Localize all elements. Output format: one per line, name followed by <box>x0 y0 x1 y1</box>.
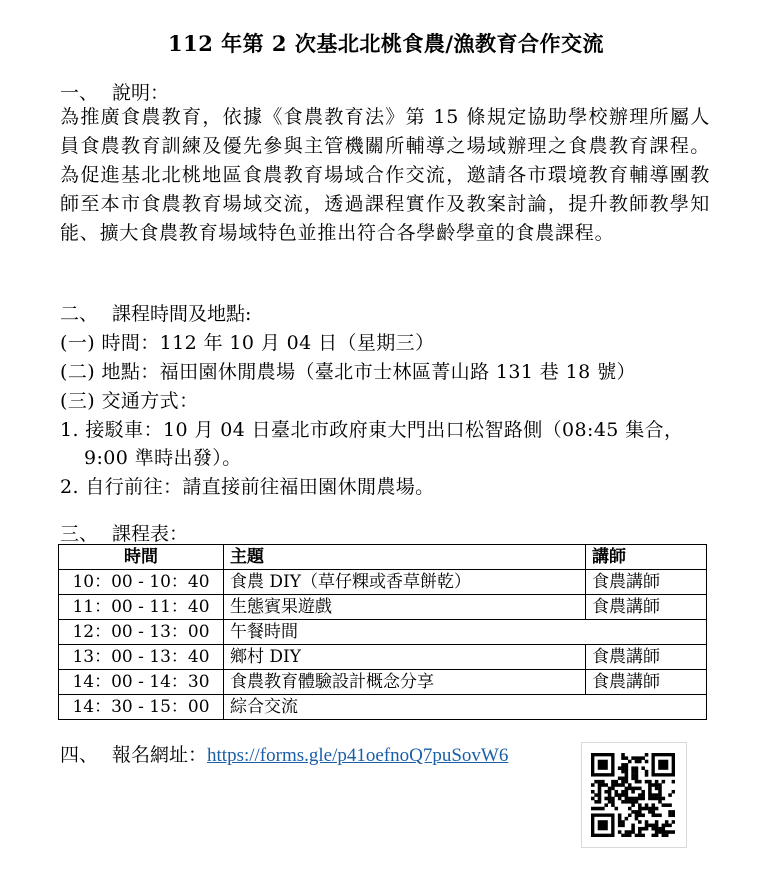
row-topic: 食農 DIY（草仔粿或香草餅乾） <box>224 570 586 595</box>
table-row <box>59 645 707 670</box>
qr-code-icon <box>591 753 675 837</box>
section-1-body: 為推廣食農教育，依據《食農教育法》第 15 條規定協助學校辦理所屬人員食農教育訓練及優先參與主管機關所輔導之場域辦理之食農教育課程。為促進基北北桃地區食農教育場域合作交流，邀請各市環境教育輔導團教師至本市食農教育場域交流，透過課程實作及教案討論，提升教師教學知能、擴大食農教育場域特色並推出符合各學齡學童的食農課程。 <box>60 106 710 244</box>
section-1-number: 一、 <box>60 82 99 104</box>
row-time: 11：00 - 11：40 <box>59 595 224 620</box>
transport-heading: (三) 交通方式： <box>60 390 199 412</box>
page-title: 112 年第 2 次基北北桃食農/漁教育合作交流 <box>167 31 605 56</box>
row-time: 12：00 - 13：00 <box>59 620 224 645</box>
table-row <box>59 670 707 695</box>
shuttle-info-cont: 9:00 準時出發）。 <box>84 447 242 469</box>
row-time: 14：00 - 14：30 <box>59 670 224 695</box>
section-4-number: 四、 <box>60 744 99 766</box>
registration-link[interactable]: https://forms.gle/p41oefnoQ7puSovW6 <box>207 745 509 766</box>
self-travel-info: 2. 自行前往：請直接前往福田園休閒農場。 <box>60 476 435 498</box>
section-3-title: 課程表： <box>112 523 189 545</box>
row-lecturer: 食農講師 <box>586 645 707 670</box>
shuttle-info: 1. 接駁車：10 月 04 日臺北市政府東大門出口松智路側（08:45 集合， <box>60 419 684 441</box>
section-3-heading <box>60 519 188 546</box>
row-lecturer: 食農講師 <box>586 670 707 695</box>
section-2-title: 課程時間及地點: <box>112 303 252 325</box>
section-2-heading <box>60 299 251 326</box>
registration-line <box>60 740 508 767</box>
table-row <box>59 570 707 595</box>
table-row <box>59 695 707 720</box>
event-time: (一) 時間：112 年 10 月 04 日（星期三） <box>60 332 435 354</box>
section-4-title: 報名網址： <box>112 744 208 766</box>
section-3-number: 三、 <box>60 523 99 545</box>
row-lecturer: 食農講師 <box>586 595 707 620</box>
row-topic: 食農教育體驗設計概念分享 <box>224 670 586 695</box>
row-topic: 綜合交流 <box>224 695 707 720</box>
row-topic: 生態賓果遊戲 <box>224 595 586 620</box>
section-1-heading <box>60 78 169 105</box>
header-lecturer: 講師 <box>586 545 707 570</box>
event-place: (二) 地點：福田園休閒農場（臺北市士林區菁山路 131 巷 18 號） <box>60 361 636 383</box>
table-row <box>59 595 707 620</box>
header-topic: 主題 <box>224 545 586 570</box>
row-time: 13：00 - 13：40 <box>59 645 224 670</box>
header-time: 時間 <box>59 545 224 570</box>
table-row <box>59 620 707 645</box>
schedule-table <box>58 544 707 720</box>
row-topic: 鄉村 DIY <box>224 645 586 670</box>
section-2-number: 二、 <box>60 303 99 325</box>
qr-code-frame <box>581 742 687 848</box>
row-lecturer: 食農講師 <box>586 570 707 595</box>
schedule-header-row <box>59 545 707 570</box>
row-topic: 午餐時間 <box>224 620 707 645</box>
row-time: 14：30 - 15：00 <box>59 695 224 720</box>
section-1-title: 說明： <box>112 82 170 104</box>
row-time: 10：00 - 10：40 <box>59 570 224 595</box>
